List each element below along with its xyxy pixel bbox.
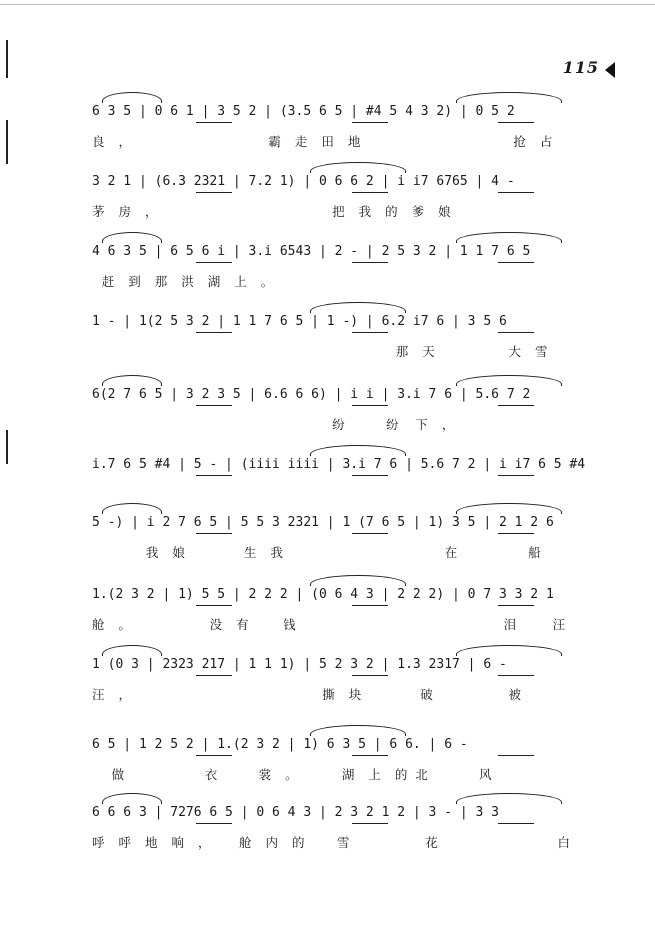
- slur-mark: [102, 375, 161, 386]
- lyric-word: 呼呼地响，: [92, 835, 225, 850]
- note-line: 6 6 6 3 | 7276 6 5 | 0 6 4 3 | 2 3 2 1 2 | 3 - | 3 3: [92, 805, 499, 820]
- beam-underline: [352, 823, 388, 824]
- beam-underline: [196, 755, 232, 756]
- slur-mark: [310, 445, 406, 456]
- top-rule: [0, 4, 655, 5]
- slur-mark: [102, 232, 161, 243]
- margin-binding-mark: [6, 40, 8, 78]
- score-system: [92, 383, 612, 443]
- score-system: [92, 733, 612, 793]
- beam-underline: [498, 605, 534, 606]
- lyric-word: 雪: [337, 835, 364, 850]
- page-marker-triangle-icon: [605, 62, 615, 78]
- beam-underline: [352, 605, 388, 606]
- lyric-line: [92, 203, 612, 221]
- beam-underline: [498, 122, 534, 123]
- beam-underline: [352, 755, 388, 756]
- lyric-line: [92, 486, 612, 504]
- note-line: 5 -) | i 2 7 6 5 | 5 5 3 2321 | 1 (7 6 5 | 1) 3 5 | 2 1 2 6: [92, 515, 554, 530]
- lyric-line: [92, 343, 612, 361]
- lyric-word: 汪: [552, 617, 580, 632]
- beam-underline: [498, 533, 534, 534]
- lyric-word: 纷: [386, 417, 413, 432]
- lyric-word: 没有: [209, 617, 263, 632]
- slur-mark: [310, 302, 406, 313]
- beam-underline: [196, 332, 232, 333]
- lyric-line: [92, 544, 612, 562]
- score-system: [92, 310, 612, 370]
- lyric-word: 白: [557, 835, 585, 850]
- slur-mark: [102, 793, 161, 804]
- score-system: [92, 801, 612, 861]
- lyric-word: 风: [479, 767, 506, 782]
- slur-mark: [310, 575, 406, 586]
- lyric-word: 北: [415, 767, 442, 782]
- beam-underline: [196, 823, 232, 824]
- lyric-word: 舱内的: [239, 835, 319, 850]
- lyric-word: 衣: [204, 767, 232, 782]
- score-system: [92, 240, 612, 300]
- beam-underline: [196, 475, 232, 476]
- score-system: [92, 583, 612, 643]
- beam-underline: [196, 533, 232, 534]
- slur-mark: [102, 503, 161, 514]
- score-system: [92, 653, 612, 713]
- beam-underline: [352, 262, 388, 263]
- beam-underline: [498, 262, 534, 263]
- lyric-word: 茅房，: [92, 204, 172, 219]
- beam-underline: [196, 605, 232, 606]
- lyric-word: 泪: [503, 617, 531, 632]
- slur-mark: [456, 645, 562, 656]
- beam-underline: [352, 332, 388, 333]
- lyric-word: 良，: [92, 134, 146, 149]
- lyric-line: [92, 834, 612, 852]
- note-line: 4 6 3 5 | 6 5 6 i | 3.i 6543 | 2 - | 2 5 3 2 | 1 1 7 6 5: [92, 244, 531, 259]
- lyric-word: 下，: [415, 417, 469, 432]
- beam-underline: [498, 755, 534, 756]
- margin-binding-mark: [6, 120, 8, 164]
- slur-mark: [102, 645, 161, 656]
- score-system: [92, 170, 612, 230]
- lyric-word: 在: [444, 545, 472, 560]
- slur-mark: [456, 92, 562, 103]
- lyric-word: 舱。: [92, 617, 146, 632]
- beam-underline: [498, 405, 534, 406]
- beam-underline: [352, 192, 388, 193]
- score-system: [92, 511, 612, 571]
- margin-binding-mark: [6, 430, 8, 464]
- page-number: 115: [562, 58, 599, 77]
- lyric-word: 纷: [332, 417, 359, 432]
- lyric-line: [92, 273, 612, 291]
- beam-underline: [498, 192, 534, 193]
- note-line: 6 3 5 | 0 6 1 | 3 5 2 | (3.5 6 5 | #4 5 4 3 2) | 0 5 2: [92, 104, 515, 119]
- beam-underline: [196, 122, 232, 123]
- lyric-line: [92, 766, 612, 784]
- note-line: 6(2 7 6 5 | 3 2 3 5 | 6.6 6 6) | i i | 3.i 7 6 | 5.6 7 2: [92, 387, 531, 402]
- lyric-line: [92, 416, 612, 434]
- note-line: 1 (0 3 | 2323 217 | 1 1 1) | 5 2 3 2 | 1.3 2317 | 6 -: [92, 657, 507, 672]
- lyric-word: 把我的爹娘: [332, 204, 465, 219]
- beam-underline: [196, 192, 232, 193]
- lyric-word: 钱: [283, 617, 310, 632]
- note-line: i.7 6 5 #4 | 5 - | (iiii iiii | 3.i 7 6 | 5.6 7 2 | i i7 6 5 #4: [92, 457, 586, 472]
- slur-mark: [456, 232, 562, 243]
- beam-underline: [498, 475, 534, 476]
- lyric-word: 大雪: [508, 344, 562, 359]
- lyric-word: 花: [425, 835, 452, 850]
- beam-underline: [196, 262, 232, 263]
- lyric-word: 裳。: [258, 767, 312, 782]
- lyric-word: 船: [528, 545, 555, 560]
- beam-underline: [498, 675, 534, 676]
- note-line: 3 2 1 | (6.3 2321 | 7.2 1) | 0 6 6 2 | i i7 6765 | 4 -: [92, 174, 515, 189]
- lyric-word: 那天: [395, 344, 449, 359]
- lyric-word: 霸走田地: [268, 134, 375, 149]
- slur-mark: [456, 793, 562, 804]
- beam-underline: [498, 823, 534, 824]
- slur-mark: [456, 503, 562, 514]
- lyric-word: 做: [111, 767, 139, 782]
- note-line: 1.(2 3 2 | 1) 5 5 | 2 2 2 | (0 6 4 3 | 2 2 2) | 0 7 3 3 2 1: [92, 587, 554, 602]
- lyric-word: 汪，: [92, 687, 146, 702]
- beam-underline: [352, 675, 388, 676]
- lyric-line: [92, 686, 612, 704]
- slur-mark: [102, 92, 161, 103]
- slur-mark: [310, 725, 406, 736]
- score-system: [92, 100, 612, 160]
- lyric-word: 抢占: [513, 134, 567, 149]
- beam-underline: [498, 332, 534, 333]
- lyric-line: [92, 616, 612, 634]
- slur-mark: [310, 162, 406, 173]
- lyric-word: 撕块: [322, 687, 376, 702]
- lyric-word: 我娘: [145, 545, 199, 560]
- beam-underline: [196, 675, 232, 676]
- beam-underline: [352, 122, 388, 123]
- beam-underline: [352, 533, 388, 534]
- lyric-word: 赶到那洪湖上。: [101, 274, 288, 289]
- beam-underline: [352, 405, 388, 406]
- slur-mark: [456, 375, 562, 386]
- lyric-word: 被: [508, 687, 536, 702]
- lyric-word: 破: [420, 687, 447, 702]
- beam-underline: [196, 405, 232, 406]
- beam-underline: [352, 475, 388, 476]
- note-line: 1 - | 1(2 5 3 2 | 1 1 7 6 5 | 1 -) | 6.2 i7 6 | 3 5 6: [92, 314, 507, 329]
- lyric-line: [92, 133, 612, 151]
- note-line: 6 5 | 1 2 5 2 | 1.(2 3 2 | 1) 6 3 5 | 6 6. | 6 -: [92, 737, 468, 752]
- lyric-word: 生我: [243, 545, 297, 560]
- lyric-word: 湖上的: [341, 767, 422, 782]
